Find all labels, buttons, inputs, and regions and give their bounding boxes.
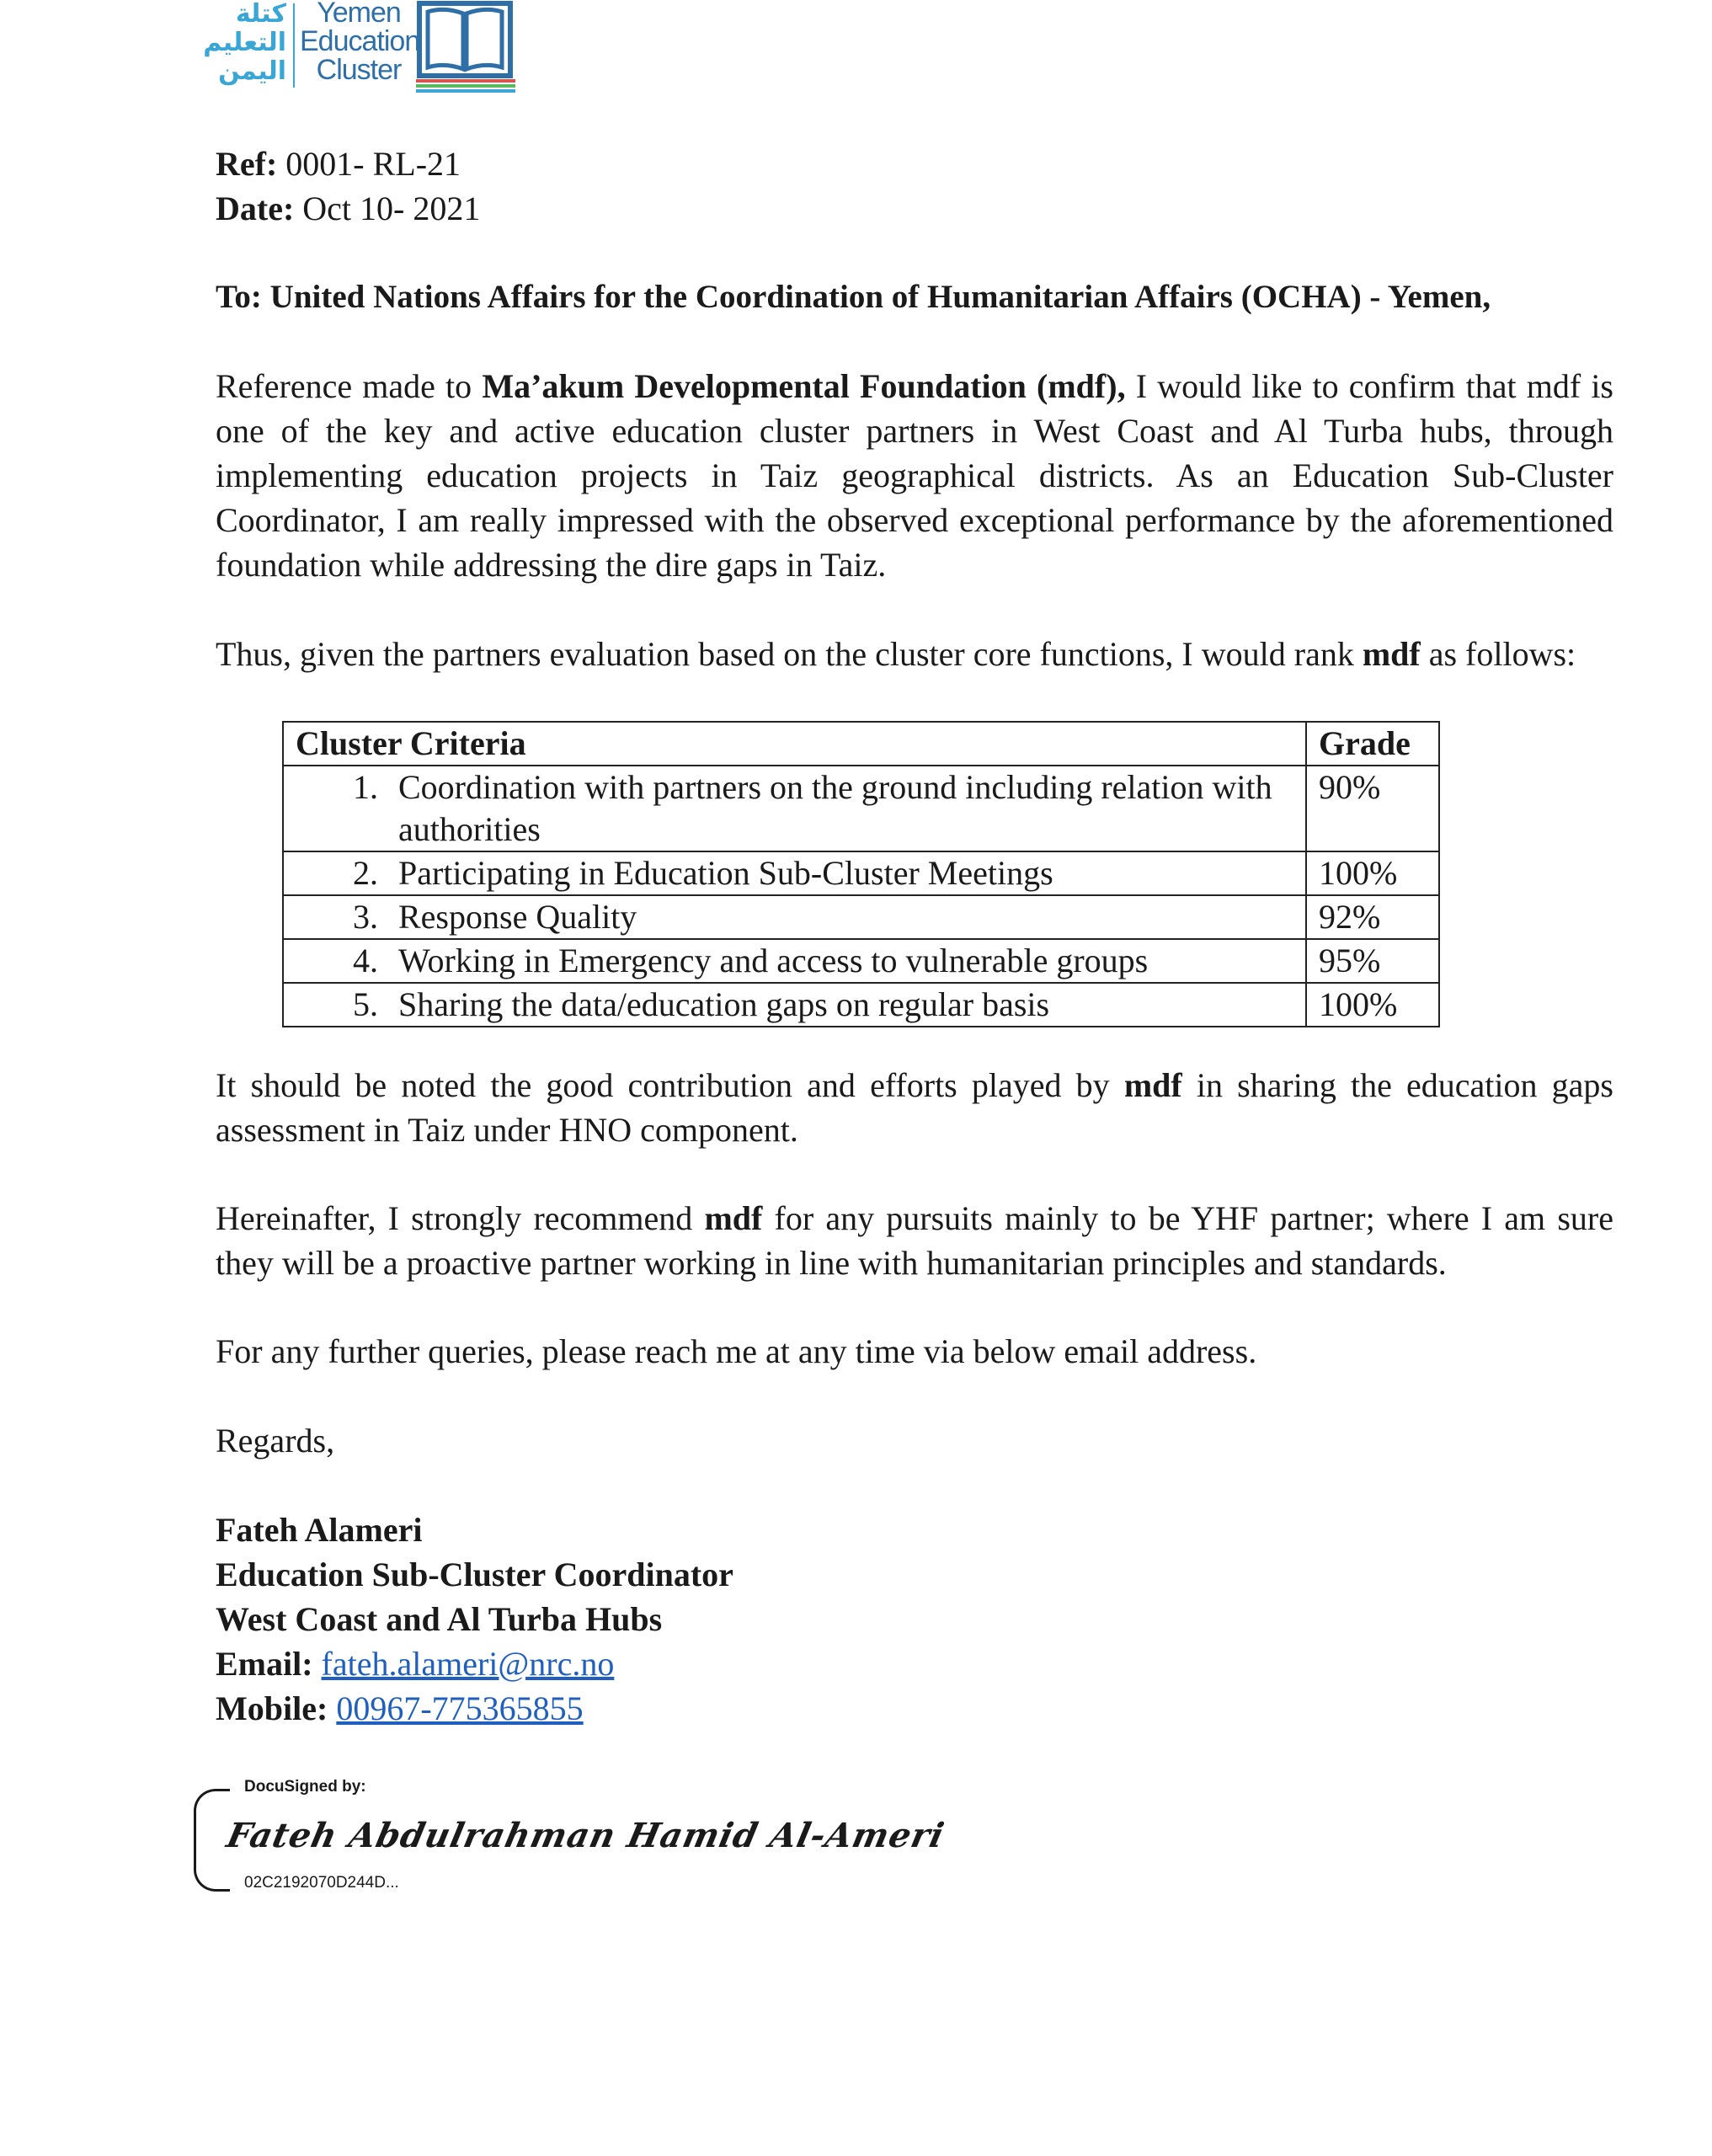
- closing-line: Regards,: [216, 1422, 335, 1460]
- recipient-line: To: United Nations Affairs for the Coordination of Humanitarian Affairs (OCHA) - Yemen,: [216, 279, 1491, 315]
- mobile-link[interactable]: 00967-775365855: [336, 1689, 584, 1727]
- table-row: 2. Participating in Education Sub-Cluster Meetings 100%: [283, 851, 1439, 895]
- recommendation-paragraph: Hereinafter, I strongly recommend mdf for any pursuits mainly to be YHF partner; where I am sure they will be a proactive partner working in line with humanitarian principles and standards.: [216, 1199, 1613, 1282]
- logo-divider: [293, 3, 295, 88]
- table-row: 5. Sharing the data/education gaps on regular basis 100%: [283, 983, 1439, 1027]
- signer-title: Education Sub-Cluster Coordinator: [216, 1556, 733, 1593]
- docusign-envelope-id: 02C2192070D244D...: [241, 1873, 403, 1893]
- ranking-paragraph: Thus, given the partners evaluation based on the cluster core functions, I would rank mdf as follows:: [216, 635, 1576, 673]
- intro-paragraph: Reference made to Ma’akum Developmental Foundation (mdf), I would like to confirm that mdf is one of the key and active education cluster partners in West Coast and Al Turba hubs, through implementing education projects in Taiz geographical districts. As an Education Sub-Cluster Coordinator, I am really impressed with the observed exceptional performance by the aforementioned foundation while addressing the dire gaps in Taiz.: [216, 367, 1613, 584]
- grade-cell: 95%: [1306, 939, 1439, 983]
- reference-block: [216, 141, 1613, 231]
- mobile-line: Mobile: 00967-775365855: [216, 1689, 584, 1727]
- contribution-paragraph: It should be noted the good contribution and efforts played by mdf in sharing the education gaps assessment in Taiz under HNO component.: [216, 1066, 1613, 1149]
- docusign-bracket: [194, 1789, 230, 1892]
- grade-cell: 92%: [1306, 895, 1439, 939]
- table-row: 4. Working in Emergency and access to vulnerable groups 95%: [283, 939, 1439, 983]
- email-line: Email: fateh.alameri@nrc.no: [216, 1645, 615, 1683]
- table-header-row: [283, 722, 1439, 766]
- book-icon: [416, 0, 515, 93]
- criteria-grade-table: [282, 721, 1440, 1027]
- ref-line: Ref: 0001- RL-21: [216, 145, 461, 183]
- email-link[interactable]: fateh.alameri@nrc.no: [321, 1645, 615, 1683]
- logo-english-text: Yemen Education Cluster: [300, 0, 420, 86]
- grade-cell: 90%: [1306, 766, 1439, 851]
- signer-name: Fateh Alameri: [216, 1511, 423, 1549]
- handwritten-signature: Fateh Abdulrahman Hamid Al-Ameri: [223, 1816, 948, 1855]
- cluster-logo: [203, 0, 514, 101]
- table-row: 3. Response Quality 92%: [283, 895, 1439, 939]
- organization-name: Ma’akum Developmental Foundation (mdf),: [482, 367, 1126, 405]
- date-line: Date: Oct 10- 2021: [216, 189, 481, 227]
- header-criteria: Cluster Criteria: [283, 722, 1306, 766]
- docusign-label: DocuSigned by:: [241, 1777, 370, 1797]
- logo-arabic-text: كتلة التعليم اليمن: [203, 0, 286, 86]
- grade-cell: 100%: [1306, 983, 1439, 1027]
- signer-location: West Coast and Al Turba Hubs: [216, 1600, 663, 1638]
- grade-cell: 100%: [1306, 851, 1439, 895]
- table-row: 1. Coordination with partners on the ground including relation with authorities 90%: [283, 766, 1439, 851]
- queries-paragraph: For any further queries, please reach me at any time via below email address.: [216, 1332, 1257, 1370]
- signature-block: [216, 1508, 1613, 1731]
- header-grade: Grade: [1306, 722, 1439, 766]
- docusign-stamp: [194, 1777, 948, 1895]
